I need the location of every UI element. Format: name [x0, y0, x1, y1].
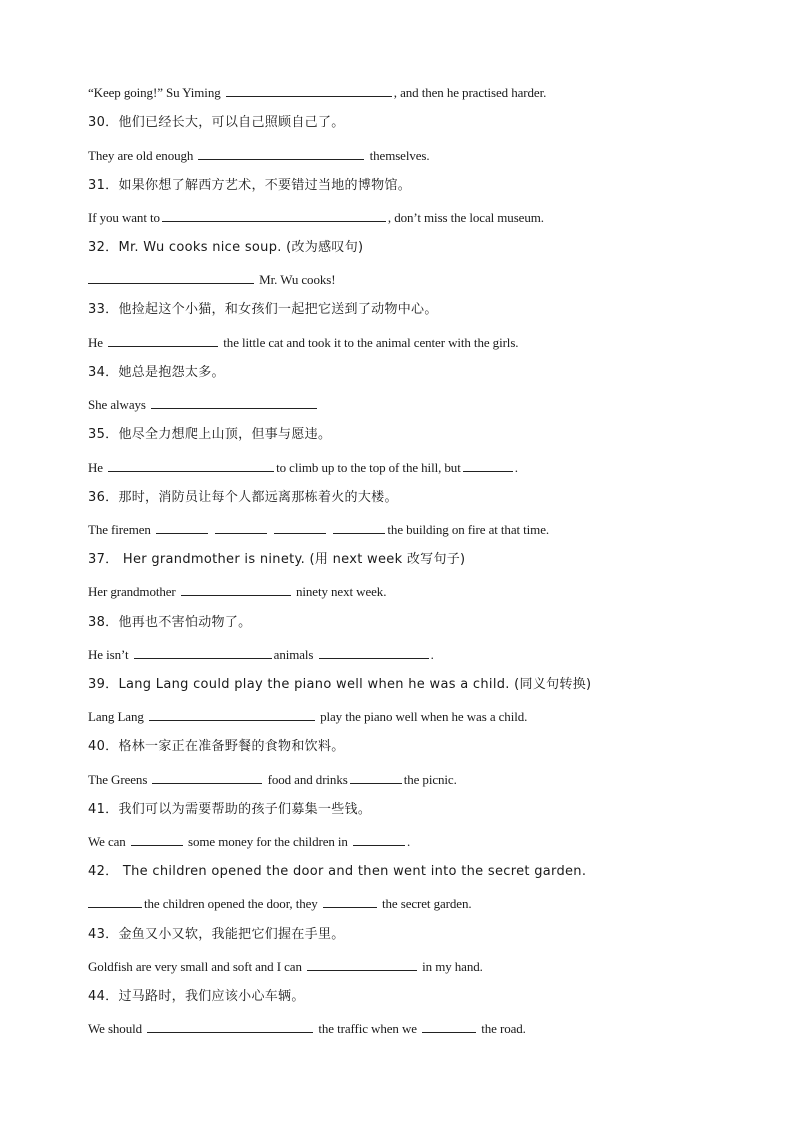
answer-blank[interactable] [108, 334, 218, 347]
answer-blank[interactable] [88, 271, 254, 284]
answer-line-39: Lang Lang play the piano well when he was a child. [88, 709, 528, 724]
question-41: 41．我们可以为需要帮助的孩子们募集一些钱。 [88, 802, 372, 817]
question-30: 30．他们已经长大，可以自己照顾自己了。 [88, 115, 345, 130]
answer-blank[interactable] [156, 521, 208, 534]
answer-blank[interactable] [307, 958, 417, 971]
answer-blank[interactable] [319, 646, 429, 659]
question-35: 35．他尽全力想爬上山顶，但事与愿违。 [88, 427, 332, 442]
answer-blank[interactable] [88, 895, 142, 908]
answer-blank[interactable] [131, 833, 183, 846]
answer-line-37: Her grandmother ninety next week. [88, 584, 387, 599]
answer-line-40: The Greens food and drinks the picnic. [88, 772, 457, 787]
answer-line-41: We can some money for the children in . [88, 834, 411, 849]
answer-blank[interactable] [226, 84, 392, 97]
question-43: 43．金鱼又小又软，我能把它们握在手里。 [88, 927, 345, 942]
answer-blank[interactable] [181, 583, 291, 596]
answer-blank[interactable] [198, 147, 364, 160]
question-39: 39．Lang Lang could play the piano well when he was a child. (同义句转换) [88, 677, 592, 692]
answer-blank[interactable] [333, 521, 385, 534]
answer-blank[interactable] [134, 646, 272, 659]
answer-blank[interactable] [274, 521, 326, 534]
answer-blank[interactable] [353, 833, 405, 846]
answer-line-32: Mr. Wu cooks! [88, 271, 335, 288]
answer-blank[interactable] [422, 1020, 476, 1033]
answer-line-38: He isn’t animals . [88, 647, 434, 662]
answer-blank[interactable] [149, 708, 315, 721]
question-32: 32．Mr. Wu cooks nice soup. (改为感叹句) [88, 240, 364, 255]
answer-blank[interactable] [215, 521, 267, 534]
question-40: 40．格林一家正在准备野餐的食物和饮料。 [88, 739, 345, 754]
question-33: 33．他捡起这个小猫，和女孩们一起把它送到了动物中心。 [88, 302, 438, 317]
answer-line-31: If you want to , don’t miss the local museum. [88, 210, 544, 225]
question-44: 44．过马路时，我们应该小心车辆。 [88, 989, 305, 1004]
question-38: 38．他再也不害怕动物了。 [88, 615, 252, 630]
answer-line-43: Goldfish are very small and soft and I can in my hand. [88, 959, 483, 974]
answer-blank[interactable] [350, 771, 402, 784]
answer-blank[interactable] [147, 1020, 313, 1033]
answer-line-36: The firemen the building on fire at that time. [88, 522, 550, 537]
question-37: 37． Her grandmother is ninety. (用 next week 改写句子) [88, 552, 466, 567]
answer-blank[interactable] [323, 895, 377, 908]
answer-blank[interactable] [108, 459, 274, 472]
answer-line-30: They are old enough themselves. [88, 148, 430, 163]
question-42: 42． The children opened the door and then went into the secret garden. [88, 864, 587, 879]
answer-blank[interactable] [152, 771, 262, 784]
answer-line-29: “Keep going!” Su Yiming , and then he practised harder. [88, 85, 547, 100]
answer-line-34: She always [88, 396, 319, 413]
question-34: 34．她总是抱怨太多。 [88, 365, 225, 380]
answer-blank[interactable] [151, 396, 317, 409]
question-31: 31．如果你想了解西方艺术，不要错过当地的博物馆。 [88, 178, 412, 193]
answer-line-35: He to climb up to the top of the hill, but . [88, 460, 518, 475]
answer-line-42: the children opened the door, they the secret garden. [88, 895, 472, 912]
answer-line-44: We should the traffic when we the road. [88, 1021, 526, 1036]
question-36: 36．那时，消防员让每个人都远离那栋着火的大楼。 [88, 490, 398, 505]
answer-blank[interactable] [463, 459, 513, 472]
answer-blank[interactable] [162, 209, 386, 222]
answer-line-33: He the little cat and took it to the animal center with the girls. [88, 335, 519, 350]
